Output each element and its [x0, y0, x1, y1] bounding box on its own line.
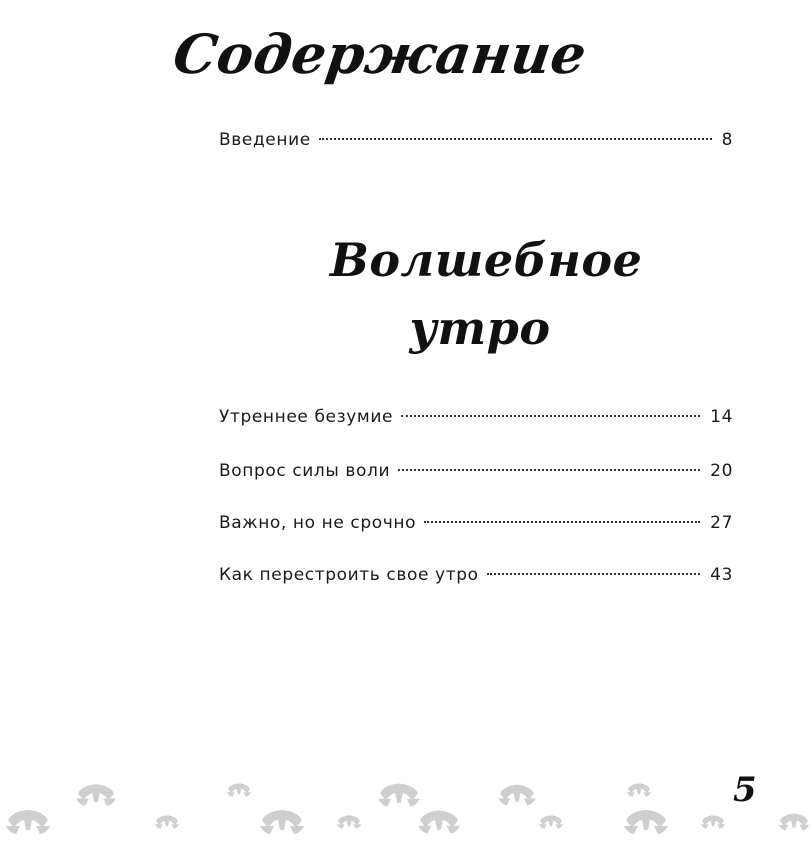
- page-number: 5: [733, 770, 757, 810]
- toc-entry-page: 27: [710, 513, 733, 533]
- toc-entry: [219, 511, 733, 535]
- croissant-icon: [155, 815, 179, 828]
- croissant-icon: [779, 814, 810, 831]
- croissant-icon: [701, 815, 725, 828]
- section-title-line1: Волшебное: [330, 233, 643, 287]
- croissant-icon: [227, 783, 251, 796]
- croissant-icon: [76, 784, 116, 806]
- toc-entry-page: 43: [710, 565, 733, 585]
- section-title-line2: утро: [409, 301, 551, 355]
- toc-leader-dots: [424, 521, 700, 523]
- toc-entry-label: Важно, но не срочно: [219, 513, 417, 533]
- croissant-icon: [6, 810, 50, 834]
- toc-leader-dots: [319, 138, 712, 140]
- croissant-icon: [378, 784, 420, 807]
- toc-entry-label: Утреннее безумие: [219, 407, 394, 427]
- croissant-icon: [418, 811, 460, 834]
- croissant-icon: [498, 785, 535, 805]
- croissant-icon: [337, 815, 361, 828]
- toc-entry-intro: [219, 128, 733, 152]
- croissant-icon: [627, 783, 651, 796]
- toc-heading: Содержание: [169, 22, 591, 86]
- toc-leader-dots: [487, 573, 701, 575]
- toc-entry-label: Вопрос силы воли: [219, 461, 391, 481]
- toc-entry: [219, 405, 733, 429]
- toc-entry-page: 14: [710, 407, 733, 427]
- toc-entry: [219, 459, 733, 483]
- croissant-icon: [260, 810, 304, 834]
- toc-entry-label: Как перестроить свое утро: [219, 565, 479, 585]
- toc-entry-page: 20: [710, 461, 733, 481]
- toc-entry: [219, 563, 733, 587]
- toc-entry-label: Введение: [219, 130, 311, 150]
- toc-leader-dots: [398, 469, 700, 471]
- croissant-icon: [539, 815, 563, 828]
- toc-leader-dots: [401, 415, 700, 417]
- toc-entry-page: 8: [721, 130, 733, 150]
- croissant-icon: [624, 810, 668, 834]
